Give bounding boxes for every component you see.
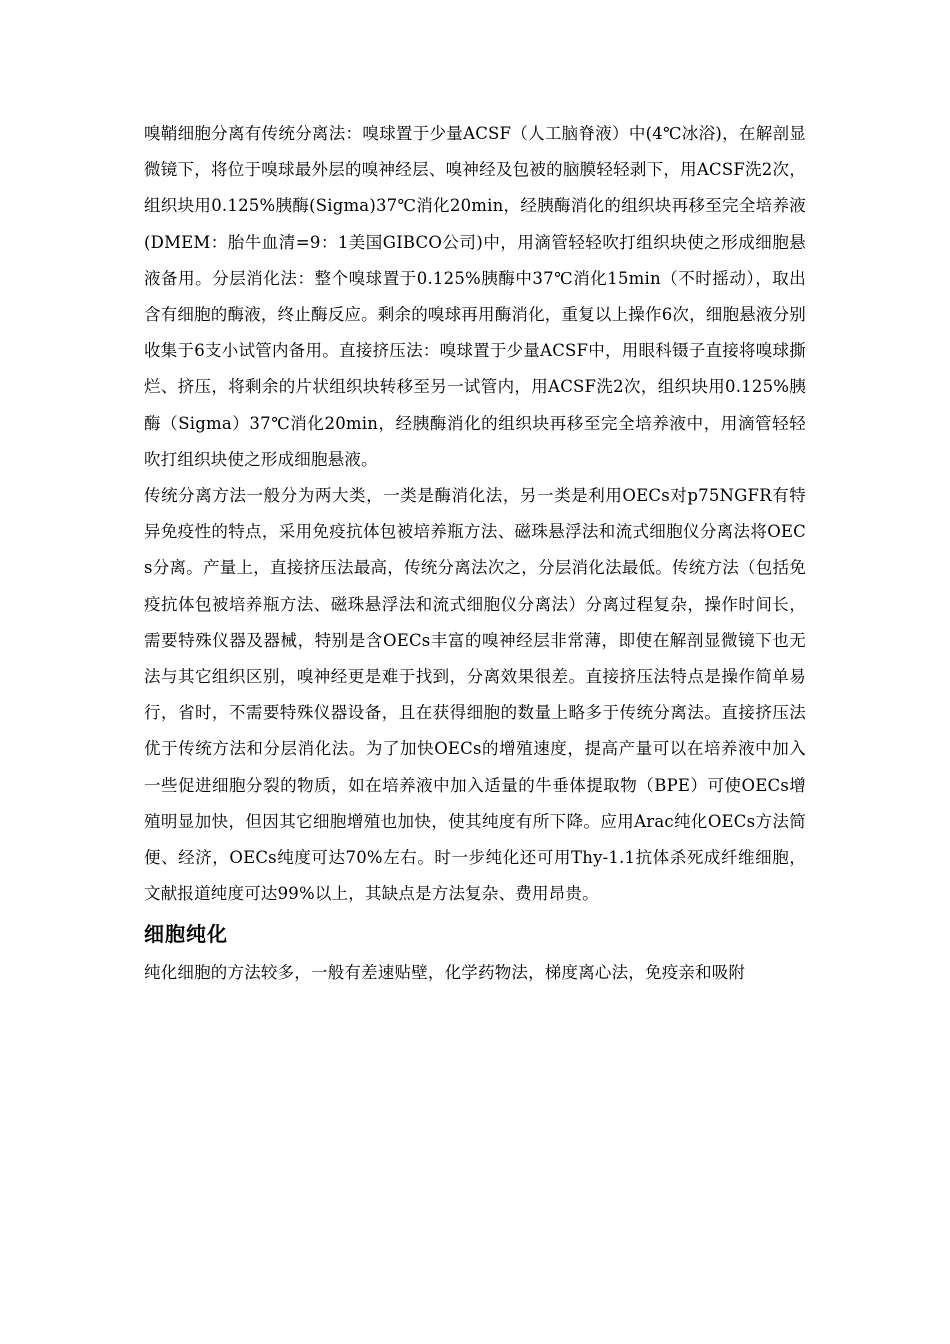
- paragraph-purification-methods: 纯化细胞的方法较多，一般有差速贴壁，化学药物法，梯度离心法，免疫亲和吸附: [144, 963, 746, 983]
- document-body: [144, 116, 806, 992]
- section-heading-cell-purification: 细胞纯化: [144, 922, 228, 947]
- paragraph-method-comparison: 传统分离方法一般分为两大类，一类是酶消化法，另一类是利用OECs对p75NGFR有特异免疫性的特点，采用免疫抗体包被培养瓶方法、磁珠悬浮法和流式细胞仪分离法将OECs分离。产量上，直接挤压法最高，传统分离法次之，分层消化法最低。传统方法（包括免疫抗体包被培养瓶方法、磁珠悬浮法和流式细胞仪分离法）分离过程复杂，操作时间长，需要特殊仪器及器械，特别是含OECs丰富的嗅神经层非常薄，即使在解剖显微镜下也无法与其它组织区别，嗅神经更是难于找到，分离效果很差。直接挤压法特点是操作简单易行，省时，不需要特殊仪器设备，且在获得细胞的数量上略多于传统分离法。直接挤压法优于传统方法和分层消化法。为了加快OECs的增殖速度，提高产量可以在培养液中加入一些促进细胞分裂的物质，如在培养液中加入适量的牛垂体提取物（BPE）可使OECs增殖明显加快，但因其它细胞增殖也加快，使其纯度有所下降。应用Arac纯化OECs方法简便、经济，OECs纯度可达70%左右。时一步纯化还可用Thy-1.1抗体杀死成纤维细胞，文献报道纯度可达99%以上，其缺点是方法复杂、费用昂贵。: [144, 486, 806, 904]
- paragraph-isolation-methods: 嗅鞘细胞分离有传统分离法：嗅球置于少量ACSF（人工脑脊液）中(4℃冰浴)，在解剖显微镜下，将位于嗅球最外层的嗅神经层、嗅神经及包被的脑膜轻轻剥下，用ACSF洗2次，组织块用0.125%胰酶(Sigma)37℃消化20min，经胰酶消化的组织块再移至完全培养液(DMEM：胎牛血清=9：1美国GIBCO公司)中，用滴管轻轻吹打组织块使之形成细胞悬液备用。分层消化法：整个嗅球置于0.125%胰酶中37℃消化15min（不时摇动），取出含有细胞的酶液，终止酶反应。剩余的嗅球再用酶消化，重复以上操作6次，细胞悬液分别收集于6支小试管内备用。直接挤压法：嗅球置于少量ACSF中，用眼科镊子直接将嗅球撕烂、挤压，将剩余的片状组织块转移至另一试管内，用ACSF洗2次，组织块用0.125%胰酶（Sigma）37℃消化20min，经胰酶消化的组织块再移至完全培养液中，用滴管轻轻吹打组织块使之形成细胞悬液。: [144, 124, 806, 469]
